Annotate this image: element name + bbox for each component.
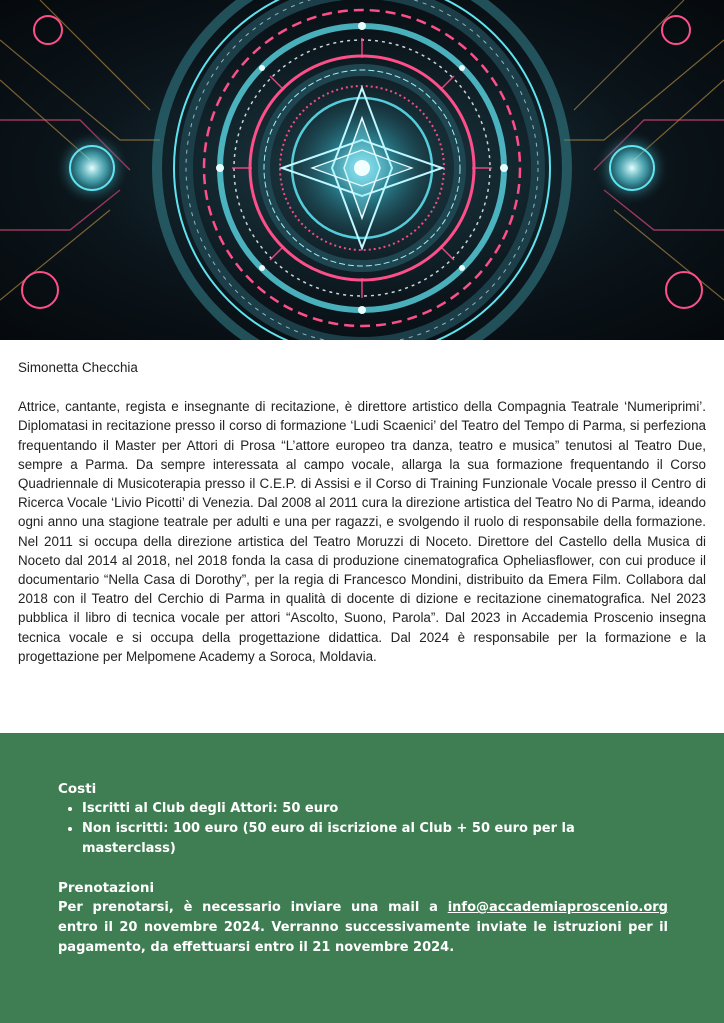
email-link[interactable]: info@accademiaproscenio.org: [447, 900, 668, 915]
booking-rest: entro il 20 novembre 2024. Verranno successivamente inviate le istruzioni per il pagamento, da effettuarsi entro il 21 novembre 2024.: [58, 920, 668, 955]
booking-intro: Per prenotarsi, è necessario inviare una mail a: [58, 900, 448, 915]
list-item: • Iscritti al Club degli Attori: 50 euro: [82, 799, 668, 819]
costs-title: Costi: [58, 781, 97, 797]
info-panel-content: [58, 779, 668, 958]
hero-image: [0, 0, 724, 340]
list-item: • Non iscritti: 100 euro (50 euro di iscrizione al Club + 50 euro per la masterclass): [82, 819, 668, 859]
bio-section: [18, 340, 706, 666]
costs-list: [58, 799, 668, 859]
bio-text: Attrice, cantante, regista e insegnante di recitazione, è direttore artistico della Compagnia Teatrale ‘Numeriprimi’. Diplomatasi in recitazione presso il corso di formazione ‘Ludi Scaenici’ del Teatro del Tempo di Parma, si perfeziona frequentando il Master per Attori di Prosa “L’attore europeo tra danza, teatro e musica” tenutosi al Teatro Due, sempre a Parma. Da sempre interessata al campo vocale, allarga la sua formazione frequentando il Corso Quadriennale di Musicoterapia presso il C.E.P. di Assisi e il Corso di Training Funzionale Vocale presso il Centro di Ricerca Vocale ‘Livio Picotti’ di Venezia. Dal 2008 al 2011 cura la direzione artistica del Teatro No di Parma, ideando ogni anno una stagione teatrale per adulti e una per ragazzi, e svolgendo il ruolo di responsabile della formazione. Nel 2011 si occupa della direzione artistica del Teatro Moruzzi di Noceto. Direttore del Castello della Musica di Noceto dal 2014 al 2018, nel 2018 fonda la casa di produzione cinematografica Opheliasflower, con cui produce il documentario “Nella Casa di Dorothy”, per la regia di Francesco Mondini, distribuito da Emera Film. Collabora dal 2018 con il Teatro del Cerchio di Parma in qualità di docente di dizione e recitazione cinematografica. Nel 2023 pubblica il libro di tecnica vocale per attori “Ascolto, Suono, Parola”. Dal 2023 in Accademia Proscenio insegna tecnica vocale e si occupa della progettazione didattica. Dal 2024 è responsabile per la formazione e la progettazione per Melpomene Academy a Soroca, Moldavia.: [18, 399, 706, 664]
booking-section: [58, 878, 668, 958]
booking-title: Prenotazioni: [58, 880, 155, 896]
mandala-artwork-image: [0, 0, 724, 340]
bio-name: Simonetta Checchia: [18, 360, 138, 375]
info-panel: [0, 733, 724, 1023]
booking-text: [58, 898, 668, 958]
